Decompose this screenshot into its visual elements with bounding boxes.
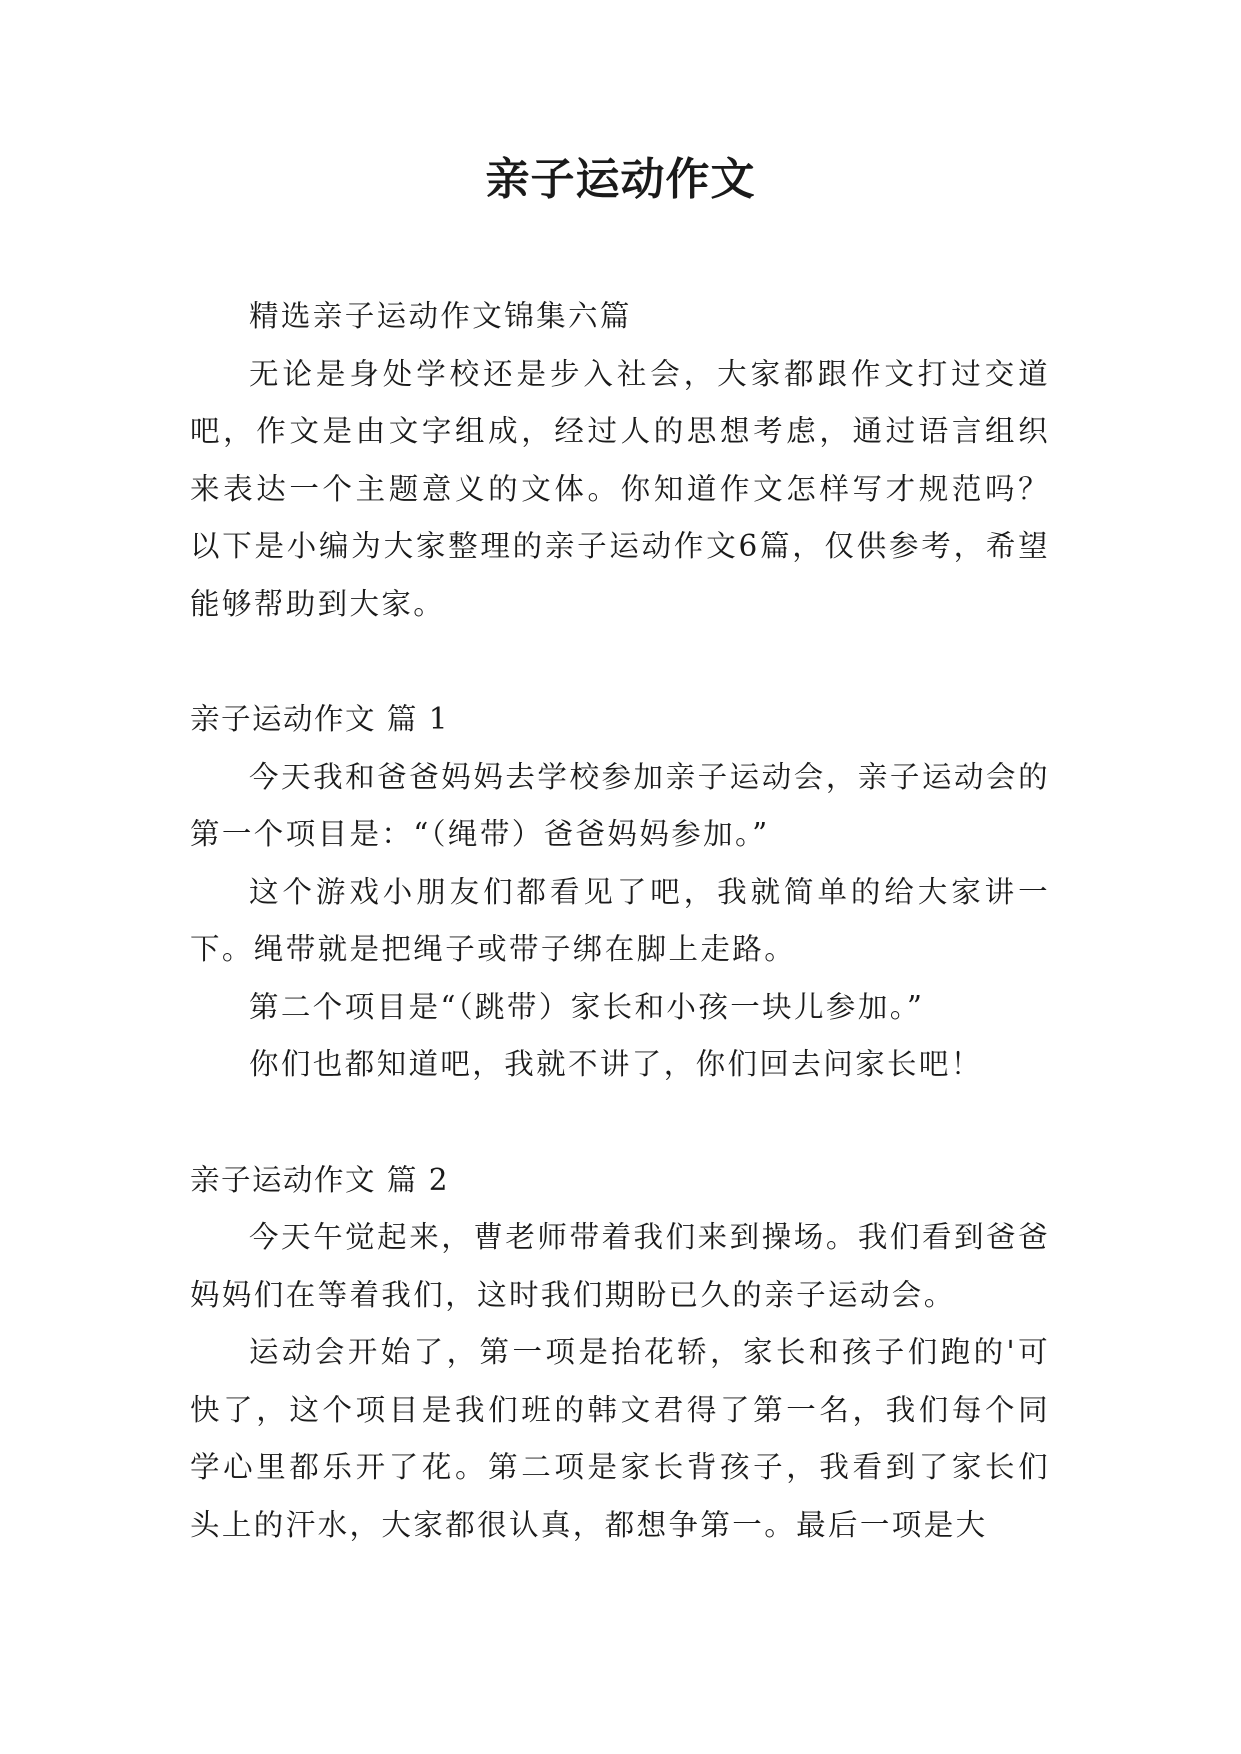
section-paragraph: 第二个项目是“（跳带）家长和小孩一块儿参加。” <box>249 989 925 1024</box>
section-paragraph: 这个游戏小朋友们都看见了吧，我就简单的给大家讲一下。绳带就是把绳子或带子绑在脚上走路。 <box>190 874 1050 966</box>
section-spacer <box>190 633 1050 691</box>
section-heading: 亲子运动作文 篇 1 <box>190 702 450 736</box>
document-title: 亲子运动作文 <box>485 154 756 205</box>
section-paragraph: 今天午觉起来，曹老师带着我们来到操场。我们看到爸爸妈妈们在等着我们，这时我们期盼已久的亲子运动会。 <box>190 1220 1050 1312</box>
subtitle-paragraph: 精选亲子运动作文锦集六篇 <box>249 299 632 333</box>
section-heading: 亲子运动作文 篇 2 <box>190 1162 450 1197</box>
essay-section-2 <box>190 1152 1050 1555</box>
document-body <box>190 288 1050 1554</box>
section-spacer <box>190 1094 1050 1152</box>
essay-section-1 <box>190 691 1050 1094</box>
intro-paragraph: 无论是身处学校还是步入社会，大家都跟作文打过交道吧，作文是由文字组成，经过人的思想考虑，通过语言组织来表达一个主题意义的文体。你知道作文怎样写才规范吗？以下是小编为大家整理的亲子运动作文6篇，仅供参考，希望能够帮助到大家。 <box>190 356 1050 621</box>
section-paragraph: 你们也都知道吧，我就不讲了，你们回去问家长吧！ <box>249 1047 983 1081</box>
section-paragraph: 运动会开始了，第一项是抬花轿，家长和孩子们跑的'可快了，这个项目是我们班的韩文君得了第一名，我们每个同学心里都乐开了花。第二项是家长背孩子，我看到了家长们头上的汗水，大家都很认真，都想争第一。最后一项是大 <box>190 1335 1050 1542</box>
section-paragraph: 今天我和爸爸妈妈去学校参加亲子运动会，亲子运动会的第一个项目是：“（绳带）爸爸妈妈参加。” <box>190 759 1050 851</box>
